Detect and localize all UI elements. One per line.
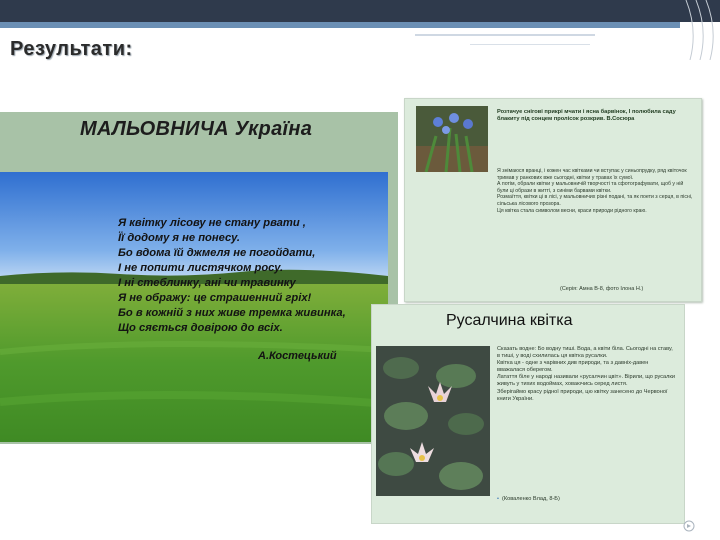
poem-author: А.Костецький	[258, 350, 337, 362]
top-bar	[0, 0, 720, 22]
paragraph: Квітка ця - одне з чарівних див природи, та з давніх-давен вважалася оберегом.	[497, 360, 649, 374]
water-lily-credit: • (Коваленко Влад, 8-Б)	[497, 496, 560, 502]
snowdrop-credit: (Серія: Амна В-8, фото Ілона Н.)	[560, 286, 644, 292]
paragraph: Латаття біле у народі називали «русалчин цвіт». Вірили, що русалки живуть у тихих водоймах, ховаючись серед листя.	[497, 374, 675, 388]
poem-line: Бо в кожній з них живе тремка живинка,	[118, 307, 346, 319]
poem-line: І не попити листячком росу.	[118, 262, 284, 274]
scilla-flower-photo	[416, 106, 488, 172]
paragraph: Ця квітка стала символом весни, краси природи рідного краю.	[497, 207, 647, 214]
paragraph: Сказать водне: Бо водну тиші. Вода, а квіти біла. Сьогодні на ставу, в тиші, у воді схилилась ця квітка русалки.	[497, 346, 673, 360]
poem-line: І ні стеблинку, ані чи травинку	[118, 277, 296, 289]
snowdrop-text	[497, 168, 693, 214]
poem-line: Її додому я не понесу.	[118, 232, 240, 244]
poem-line: Бо вдома їй джмеля не погойдати,	[118, 247, 316, 259]
paragraph: Я знімаюся вранці, і кожен час квітками чи вступає у синьопрудку, ряд квіточок тримав у ранкових вже сьогодні, квітки у травах їх сумої.	[497, 168, 687, 181]
paragraph: Зберігаймо красу рідної природи, цю квітку занесено до Червоної книги України.	[497, 388, 668, 402]
header-rule-secondary	[470, 44, 590, 45]
poem-line: Що сяється довірою до всіх.	[118, 322, 283, 334]
slide-title: Результати:	[10, 38, 133, 60]
left-heading: МАЛЬОВНИЧА Україна	[80, 118, 313, 140]
poem-line: Я не ображу: це страшенний гріх!	[118, 292, 312, 304]
sound-icon[interactable]	[683, 520, 695, 532]
water-lily-photo	[376, 346, 490, 496]
paragraph: А потім, обрали квітки у мальовничій творчості та сфотографувати, щоб у ній були ці образи в житті, з синіми барвами квітки.	[497, 181, 684, 194]
poem-line: Я квітку лісову не стану рвати ,	[118, 217, 306, 229]
water-lily-title: Русалчина квітка	[446, 312, 573, 329]
poem	[118, 216, 386, 336]
paragraph: Розмаїття, квітки ці в лісі, у мальовничих різні подані, та як поети з серця, в пісні, сільська лісового прозора.	[497, 194, 693, 207]
header-rule	[415, 34, 595, 36]
water-lily-text	[497, 346, 675, 403]
top-accent-bar	[0, 22, 680, 28]
decorative-lines-icon	[678, 0, 720, 60]
snowdrop-quote: Розтачуе снігові прикрі мчати і ясна барвінок, І полюбила саду блакиту під сонцем пролісок розкрив. В.Сосюра	[497, 109, 676, 122]
